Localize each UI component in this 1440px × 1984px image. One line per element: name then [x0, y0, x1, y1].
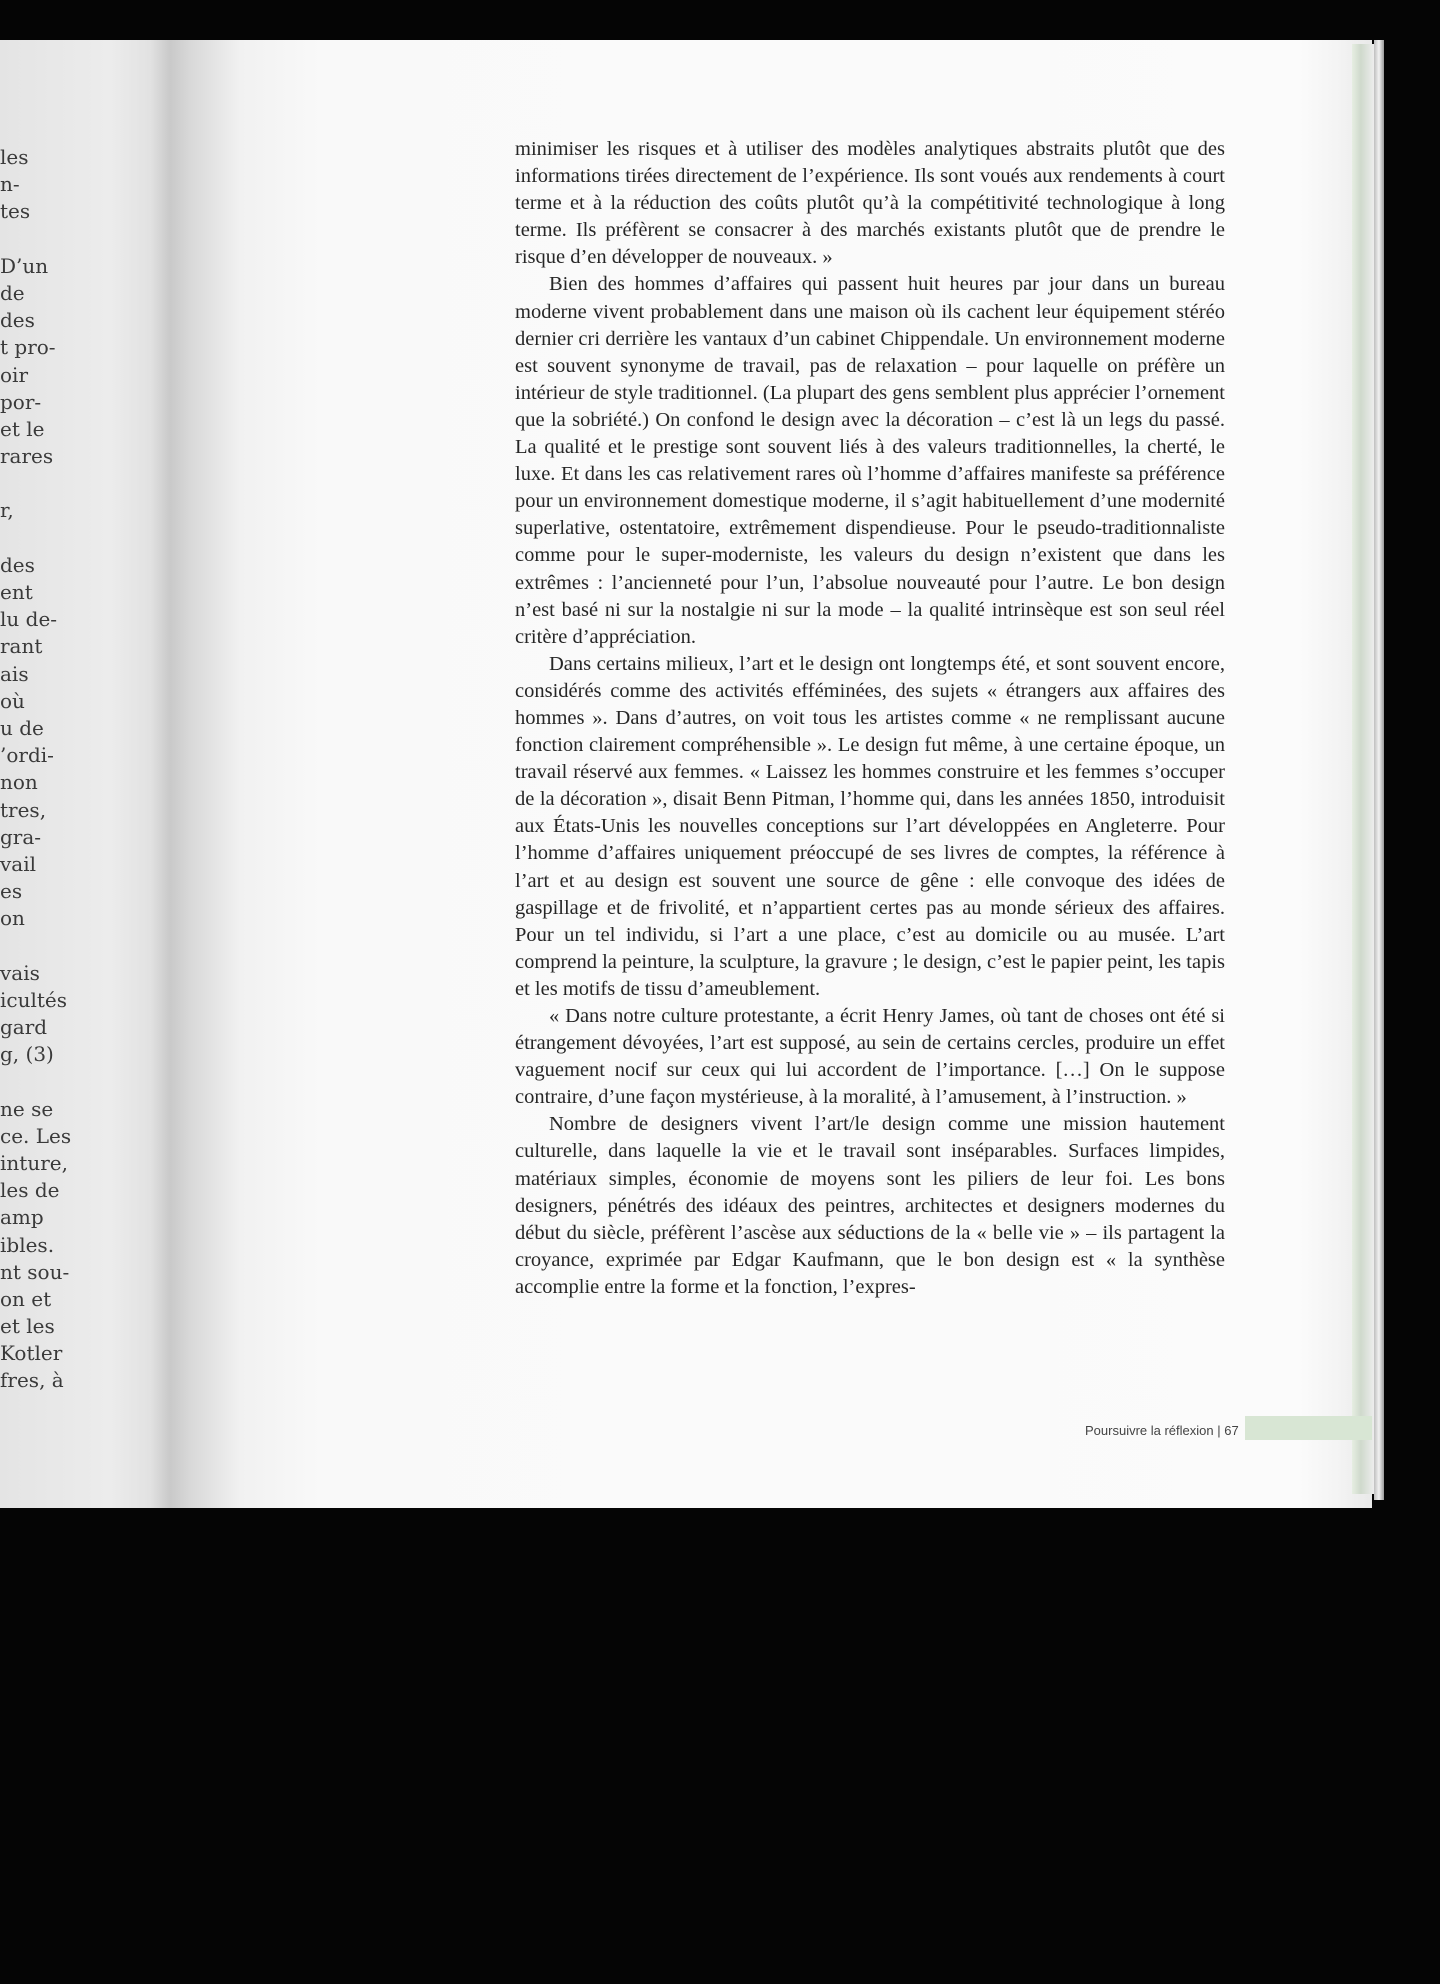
- left-fragment-line: les: [0, 145, 29, 169]
- left-fragment-line: vail: [0, 851, 37, 876]
- left-page-fragments: [0, 144, 110, 1395]
- left-fragment-line: nt sou-: [0, 1259, 70, 1284]
- left-fragment-line: ce. Les: [0, 1123, 72, 1148]
- body-paragraph: minimiser les risques et à utiliser des modèles analytiques abstraits plutôt que des informations tirées directement de l’expérience. Ils sont voués aux rendements à court terme et à la réduction des coûts plutôt qu’à la compétitivité technologique à long terme. Ils préfèrent se consacrer à des marchés existants plutôt que de prendre le risque d’en développer de nouveaux. »: [515, 138, 1225, 269]
- left-fragment-line: et le: [0, 416, 45, 441]
- left-fragment-line: por-: [0, 389, 42, 414]
- left-fragment-line: on: [0, 906, 25, 931]
- page-footer: Poursuivre la réflexion | 67: [1085, 1423, 1239, 1438]
- left-fragment-line: n-: [0, 172, 20, 197]
- left-fragment-line: ne se: [0, 1096, 54, 1121]
- left-fragment-line: t pro-: [0, 335, 56, 360]
- left-fragment-line: gard: [0, 1015, 48, 1039]
- left-fragment-line: [0, 1068, 110, 1095]
- left-fragment-line: des: [0, 308, 35, 333]
- left-fragment-line: non: [0, 770, 38, 795]
- footer-band: [1245, 1416, 1372, 1440]
- left-fragment-line: oir: [0, 362, 28, 387]
- left-fragment-line: on et: [0, 1286, 52, 1311]
- left-fragment-line: Kotler: [0, 1341, 63, 1366]
- left-fragment-line: inture,: [0, 1150, 68, 1175]
- body-paragraph: Dans certains milieux, l’art et le design ont longtemps été, et sont souvent encore, considérés comme des activités efféminées, des sujets « étrangers aux affaires des hommes ». Dans d’autres, on voit tous les artistes comme « ne remplissant aucune fonction clairement compréhensible ». Le design fut même, à une certaine époque, un travail réservé aux femmes. « Laissez les hommes construire et les femmes s’occuper de la décoration », disait Benn Pitman, l’homme qui, dans les années 1850, introduisit aux États-Unis les nouvelles conceptions sur l’art développées en Angleterre. Pour l’homme d’affaires uniquement préoccupé de ses livres de comptes, la référence à l’art et au design est souvent une source de gêne : elle convoque des idées de gaspillage et de frivolité, et n’appartient certes pas au monde sérieux des affaires. Pour un tel individu, si l’art a une place, c’est au domicile ou au musée. L’art comprend la peinture, la sculpture, la gravure ; le design, c’est le papier peint, les tapis et les motifs de tissu d’ameublement.: [515, 652, 1225, 1000]
- left-fragment-line: D’un: [0, 253, 49, 278]
- left-fragment-line: fres, à: [0, 1368, 64, 1393]
- left-fragment-line: les de: [0, 1178, 60, 1203]
- left-fragment-line: de: [0, 280, 25, 305]
- left-fragment-line: où: [0, 688, 25, 713]
- left-fragment-line: [0, 525, 110, 552]
- left-fragment-line: r,: [0, 498, 14, 523]
- body-paragraph: Nombre de designers vivent l’art/le design comme une mission hautement culturelle, dans laquelle la vie et le travail sont inséparables. Surfaces limpides, matériaux simples, économie de moyens sont les piliers de leur foi. Les bons designers, pénétrés des idéaux des peintres, architectes et designers modernes du début du siècle, préfèrent l’ascèse aux séductions de la « belle vie » – ils partagent la croyance, exprimée par Edgar Kaufmann, que le bon design est « la synthèse accomplie entre la forme et la fonction, l’expres-: [515, 1113, 1225, 1298]
- left-fragment-line: ais: [0, 661, 29, 686]
- left-fragment-line: amp: [0, 1205, 44, 1230]
- left-fragment-line: lu de-: [0, 607, 58, 632]
- left-fragment-line: g, (3): [0, 1042, 54, 1067]
- left-fragment-line: [0, 932, 110, 959]
- left-fragment-line: ibles.: [0, 1232, 55, 1257]
- left-fragment-line: icultés: [0, 987, 68, 1012]
- left-fragment-line: et les: [0, 1314, 55, 1339]
- page-edge: [1352, 44, 1374, 1494]
- left-fragment-line: tres,: [0, 797, 47, 822]
- left-fragment-line: rares: [0, 444, 54, 469]
- left-fragment-line: es: [0, 879, 23, 904]
- left-fragment-line: vais: [0, 960, 40, 985]
- left-fragment-line: [0, 470, 110, 497]
- body-paragraph: « Dans notre culture protestante, a écrit Henry James, où tant de choses ont été si étrangement dévoyées, l’art est supposé, au sein de certains cercles, produire un effet vaguement nocif sur ceux qui lui accordent de l’importance. […] On le suppose contraire, d’une façon mystérieuse, à la moralité, à l’amusement, à l’instruction. »: [515, 1005, 1225, 1109]
- left-fragment-line: ent: [0, 580, 33, 604]
- left-fragment-line: ’ordi-: [0, 743, 54, 768]
- left-fragment-line: gra-: [0, 824, 42, 849]
- left-fragment-line: des: [0, 552, 35, 577]
- right-page-body: [515, 136, 1225, 1301]
- left-fragment-line: u de: [0, 715, 44, 740]
- left-fragment-line: rant: [0, 634, 43, 659]
- left-fragment-line: [0, 226, 110, 253]
- body-paragraph: Bien des hommes d’affaires qui passent huit heures par jour dans un bureau moderne vivent probablement dans une maison où ils cachent leur équipement stéréo dernier cri derrière les vantaux d’un cabinet Chippendale. Un environnement moderne est souvent synonyme de travail, pas de relaxation – pour laquelle on préfère un intérieur de style traditionnel. (La plupart des gens semblent plus apprécier l’ornement que la sobriété.) On confond le design avec la décoration – c’est là un legs du passé. La qualité et le prestige sont souvent liés à des valeurs traditionnelles, la cherté, le luxe. Et dans les cas relativement rares où l’homme d’affaires manifeste sa préférence pour un environnement domestique moderne, il s’agit habituellement d’une modernité superlative, ostentatoire, extrêmement dispendieuse. Pour le pseudo-traditionnaliste comme pour le super-moderniste, les valeurs du design n’existent que dans les extrêmes : l’ancienneté pour l’un, l’absolue nouveauté pour l’autre. Le bon design n’est basé ni sur la nostalgie ni sur la mode – la qualité intrinsèque est son seul réel critère d’appréciation.: [515, 273, 1225, 648]
- page-stack-edge: [1374, 40, 1384, 1500]
- left-fragment-line: tes: [0, 199, 31, 224]
